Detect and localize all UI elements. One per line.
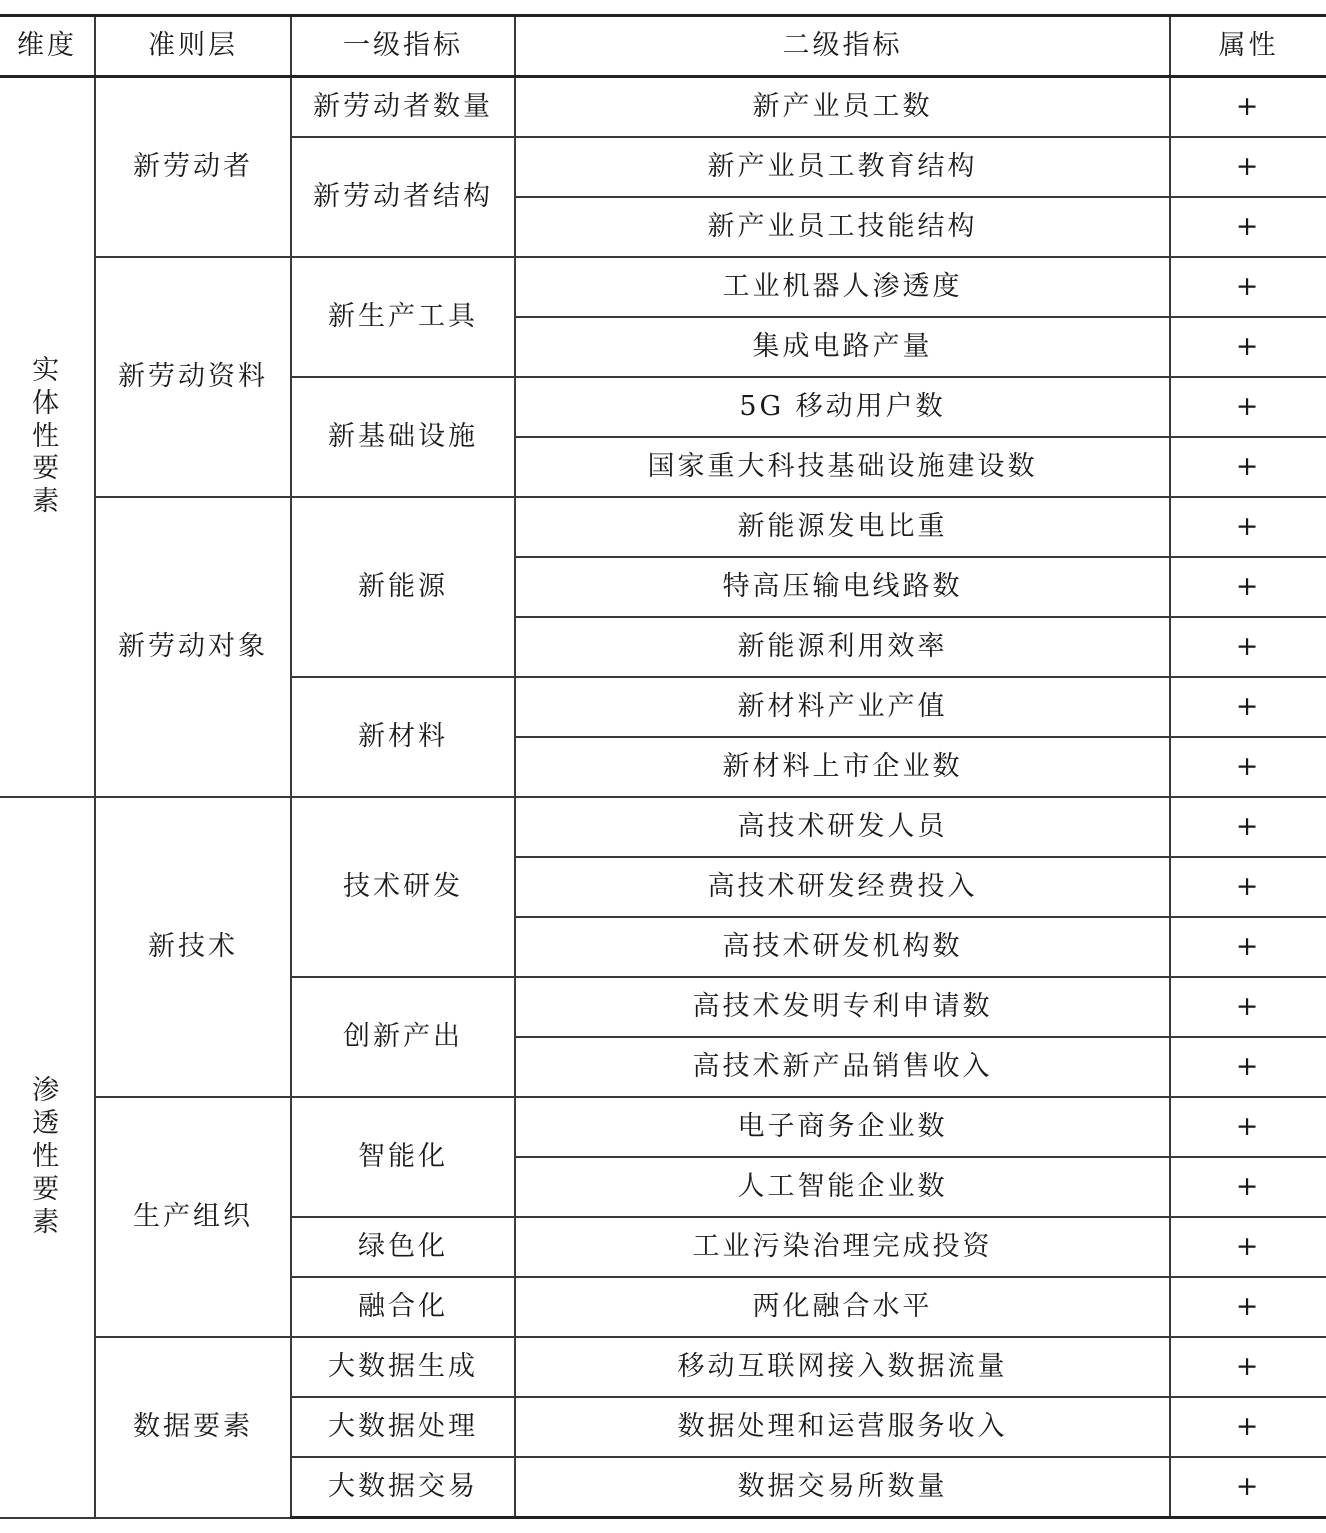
- level2-cell: 新材料产业产值: [515, 677, 1170, 737]
- header-dimension: 维度: [0, 16, 95, 77]
- level2-cell: 电子商务企业数: [515, 1097, 1170, 1157]
- header-row: [0, 16, 1326, 77]
- table-row: [0, 1337, 1326, 1397]
- level2-cell: 新能源利用效率: [515, 617, 1170, 677]
- criteria-cell: 新技术: [95, 797, 291, 1097]
- level2-cell: 新材料上市企业数: [515, 737, 1170, 797]
- level2-cell: 人工智能企业数: [515, 1157, 1170, 1217]
- dimension-cell: [0, 77, 95, 798]
- attribute-cell: +: [1170, 677, 1326, 737]
- level1-cell: 大数据交易: [291, 1457, 515, 1518]
- level1-cell: 新能源: [291, 497, 515, 677]
- level1-cell: 新生产工具: [291, 257, 515, 377]
- criteria-cell: 数据要素: [95, 1337, 291, 1518]
- attribute-cell: +: [1170, 1277, 1326, 1337]
- table-row: [0, 797, 1326, 857]
- level2-cell: 新产业员工数: [515, 77, 1170, 138]
- attribute-cell: +: [1170, 1037, 1326, 1097]
- criteria-cell: 新劳动对象: [95, 497, 291, 797]
- level2-cell: 高技术发明专利申请数: [515, 977, 1170, 1037]
- header-level1: 一级指标: [291, 16, 515, 77]
- table-row: [0, 77, 1326, 138]
- attribute-cell: +: [1170, 857, 1326, 917]
- level2-cell: 高技术新产品销售收入: [515, 1037, 1170, 1097]
- level1-cell: 技术研发: [291, 797, 515, 977]
- level2-cell: 移动互联网接入数据流量: [515, 1337, 1170, 1397]
- attribute-cell: +: [1170, 137, 1326, 197]
- attribute-cell: +: [1170, 1337, 1326, 1397]
- criteria-cell: 新劳动资料: [95, 257, 291, 497]
- attribute-cell: +: [1170, 1097, 1326, 1157]
- level2-cell: 新能源发电比重: [515, 497, 1170, 557]
- indicator-table: [0, 14, 1326, 1519]
- attribute-cell: +: [1170, 917, 1326, 977]
- level1-cell: 大数据生成: [291, 1337, 515, 1397]
- level1-cell: 新基础设施: [291, 377, 515, 497]
- header-attribute: 属性: [1170, 16, 1326, 77]
- level1-cell: 大数据处理: [291, 1397, 515, 1457]
- level2-cell: 工业机器人渗透度: [515, 257, 1170, 317]
- level2-cell: 高技术研发人员: [515, 797, 1170, 857]
- level2-cell: 5G 移动用户数: [515, 377, 1170, 437]
- level2-cell: 数据处理和运营服务收入: [515, 1397, 1170, 1457]
- attribute-cell: +: [1170, 977, 1326, 1037]
- dimension-label: 渗透性要素: [32, 1074, 63, 1238]
- table-row: [0, 497, 1326, 557]
- level1-cell: 智能化: [291, 1097, 515, 1217]
- attribute-cell: +: [1170, 1157, 1326, 1217]
- attribute-cell: +: [1170, 257, 1326, 317]
- attribute-cell: +: [1170, 497, 1326, 557]
- level1-cell: 绿色化: [291, 1217, 515, 1277]
- dimension-cell: [0, 797, 95, 1518]
- level2-cell: 高技术研发经费投入: [515, 857, 1170, 917]
- level2-cell: 集成电路产量: [515, 317, 1170, 377]
- level1-cell: 新劳动者数量: [291, 77, 515, 138]
- level1-cell: 融合化: [291, 1277, 515, 1337]
- level2-cell: 工业污染治理完成投资: [515, 1217, 1170, 1277]
- level2-cell: 高技术研发机构数: [515, 917, 1170, 977]
- criteria-cell: 新劳动者: [95, 77, 291, 258]
- table-row: [0, 257, 1326, 317]
- level2-cell: 新产业员工技能结构: [515, 197, 1170, 257]
- level2-cell: 新产业员工教育结构: [515, 137, 1170, 197]
- attribute-cell: +: [1170, 557, 1326, 617]
- level1-cell: 创新产出: [291, 977, 515, 1097]
- attribute-cell: +: [1170, 317, 1326, 377]
- header-criteria: 准则层: [95, 16, 291, 77]
- attribute-cell: +: [1170, 1457, 1326, 1518]
- attribute-cell: +: [1170, 197, 1326, 257]
- attribute-cell: +: [1170, 617, 1326, 677]
- level2-cell: 特高压输电线路数: [515, 557, 1170, 617]
- attribute-cell: +: [1170, 377, 1326, 437]
- attribute-cell: +: [1170, 1217, 1326, 1277]
- level2-cell: 两化融合水平: [515, 1277, 1170, 1337]
- attribute-cell: +: [1170, 437, 1326, 497]
- attribute-cell: +: [1170, 1397, 1326, 1457]
- table-row: [0, 1097, 1326, 1157]
- attribute-cell: +: [1170, 77, 1326, 138]
- attribute-cell: +: [1170, 737, 1326, 797]
- header-level2: 二级指标: [515, 16, 1170, 77]
- attribute-cell: +: [1170, 797, 1326, 857]
- level2-cell: 国家重大科技基础设施建设数: [515, 437, 1170, 497]
- level1-cell: 新劳动者结构: [291, 137, 515, 257]
- criteria-cell: 生产组织: [95, 1097, 291, 1337]
- level1-cell: 新材料: [291, 677, 515, 797]
- dimension-label: 实体性要素: [32, 354, 63, 518]
- level2-cell: 数据交易所数量: [515, 1457, 1170, 1518]
